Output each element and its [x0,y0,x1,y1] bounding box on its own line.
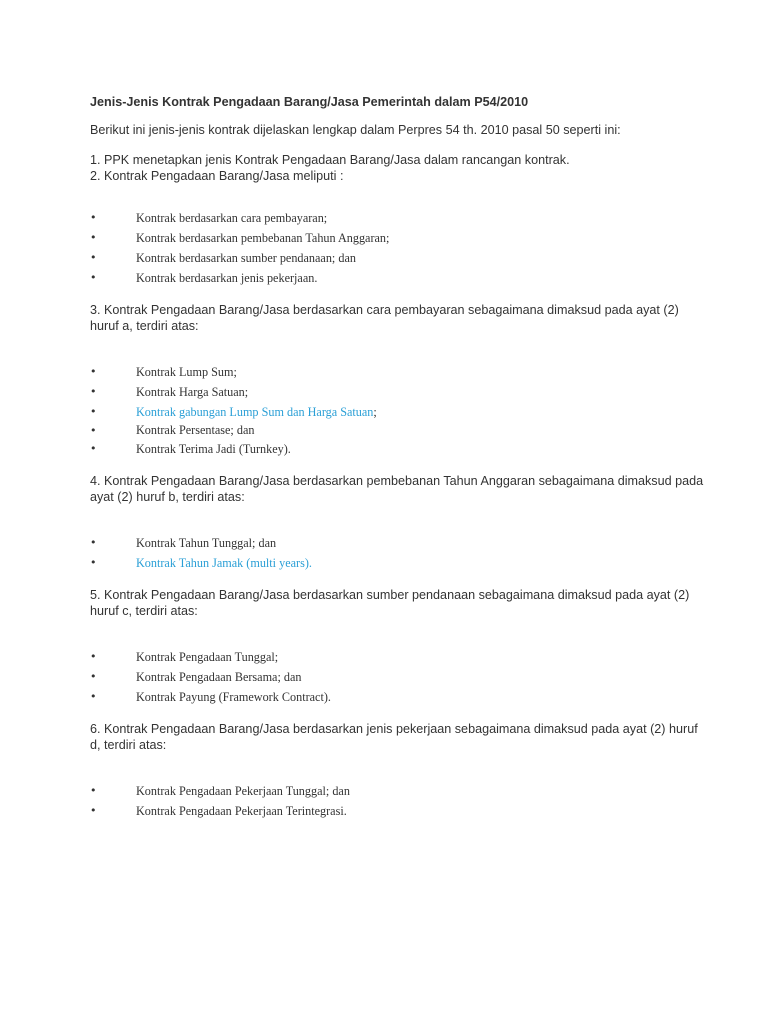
bullet-icon: • [90,536,97,549]
list-item: • Kontrak gabungan Lump Sum dan Harga Satuan; [90,402,710,422]
document-title: Jenis-Jenis Kontrak Pengadaan Barang/Jasa Pemerintah dalam P54/2010 [90,95,529,109]
point-3: 3. Kontrak Pengadaan Barang/Jasa berdasarkan cara pembayaran sebagaimana dimaksud pada ayat (2) huruf a, terdiri atas: [90,303,679,333]
bullet-icon: • [90,784,97,797]
bullet-icon: • [90,251,97,264]
bullet-icon: • [90,670,97,683]
list-item: • Kontrak Harga Satuan; [90,382,710,402]
link-tahun-jamak[interactable]: Kontrak Tahun Jamak (multi years). [136,556,312,570]
list-item: • Kontrak Payung (Framework Contract). [90,687,710,707]
bullet-icon: • [90,650,97,663]
list-item: • Kontrak berdasarkan pembebanan Tahun Anggaran; [90,228,710,248]
list-3 [90,362,710,459]
list-item: • Kontrak berdasarkan sumber pendanaan; dan [90,248,710,268]
bullet-icon: • [90,556,97,569]
bullet-icon: • [90,385,97,398]
document-page [90,94,710,821]
list-item: • Kontrak Lump Sum; [90,362,710,382]
bullet-icon: • [90,424,97,437]
list-item: • Kontrak Terima Jadi (Turnkey). [90,439,710,459]
point-5: 5. Kontrak Pengadaan Barang/Jasa berdasarkan sumber pendanaan sebagaimana dimaksud pada ayat (2) huruf c, terdiri atas: [90,588,690,618]
list-4 [90,533,710,573]
link-gabungan-lump-sum[interactable]: Kontrak gabungan Lump Sum dan Harga Satuan [136,405,374,419]
list-item: • Kontrak Pengadaan Bersama; dan [90,667,710,687]
bullet-icon: • [90,231,97,244]
list-item: • Kontrak Pengadaan Pekerjaan Tunggal; dan [90,781,710,801]
list-item: • Kontrak Tahun Tunggal; dan [90,533,710,553]
bullet-icon: • [90,804,97,817]
point-6: 6. Kontrak Pengadaan Barang/Jasa berdasarkan jenis pekerjaan sebagaimana dimaksud pada ayat (2) huruf d, terdiri atas: [90,722,698,752]
list-6 [90,781,710,821]
bullet-icon: • [90,211,97,224]
list-item: • Kontrak berdasarkan cara pembayaran; [90,208,710,228]
list-5 [90,647,710,707]
bullet-icon: • [90,365,97,378]
list-item [90,553,710,573]
bullet-icon: • [90,271,97,284]
bullet-icon: • [90,690,97,703]
list-item: • Kontrak Persentase; dan [90,423,255,437]
bullet-icon: • [90,442,97,455]
list-item: • Kontrak berdasarkan jenis pekerjaan. [90,268,710,288]
list-item: • Kontrak Pengadaan Tunggal; [90,647,710,667]
bullet-icon: • [90,405,97,418]
point-4: 4. Kontrak Pengadaan Barang/Jasa berdasarkan pembebanan Tahun Anggaran sebagaimana dimaksud pada ayat (2) huruf b, terdiri atas: [90,474,704,504]
list-2 [90,208,710,288]
point-1: 1. PPK menetapkan jenis Kontrak Pengadaan Barang/Jasa dalam rancangan kontrak. [90,153,570,167]
point-2: 2. Kontrak Pengadaan Barang/Jasa meliputi : [90,169,344,183]
list-item: • Kontrak Pengadaan Pekerjaan Terintegrasi. [90,801,710,821]
intro-paragraph: Berikut ini jenis-jenis kontrak dijelaskan lengkap dalam Perpres 54 th. 2010 pasal 50 seperti ini: [90,123,621,137]
